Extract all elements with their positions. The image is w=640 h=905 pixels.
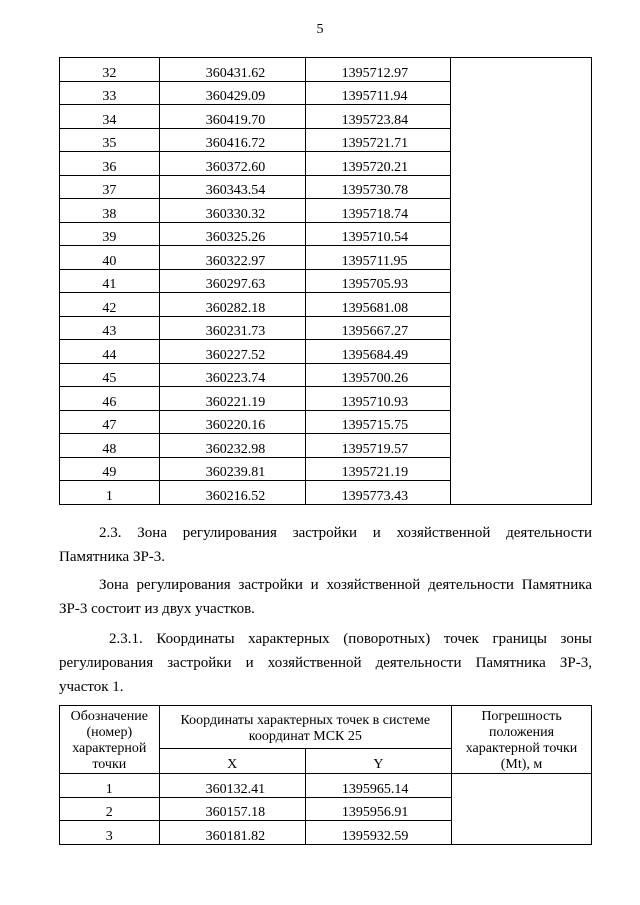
y-coordinate-cell: 1395711.94 [305, 81, 451, 105]
section-2-3-line-1: 2.3. Зона регулирования застройки и хозяйственной деятельности [99, 525, 592, 541]
point-number-cell: 3 [60, 821, 160, 845]
point-number-cell: 40 [60, 246, 160, 270]
y-coordinate-cell: 1395711.95 [305, 246, 451, 270]
coordinates-table-zr3-part-1 [59, 705, 592, 845]
point-number-cell: 46 [60, 387, 160, 411]
x-coordinate-cell: 360231.73 [159, 316, 305, 340]
point-number-cell: 35 [60, 128, 160, 152]
x-coordinate-cell: 360232.98 [159, 434, 305, 458]
y-coordinate-cell: 1395730.78 [305, 175, 451, 199]
x-coordinate-cell: 360416.72 [159, 128, 305, 152]
error-cell-merged [452, 774, 592, 845]
y-coordinate-cell: 1395715.75 [305, 410, 451, 434]
point-number-cell: 39 [60, 222, 160, 246]
x-coordinate-cell: 360223.74 [159, 363, 305, 387]
section-2-3-1-line-1: 2.3.1. Координаты характерных (поворотных) точек границы зоны [109, 631, 592, 647]
y-coordinate-cell: 1395684.49 [305, 340, 451, 364]
point-number-cell: 48 [60, 434, 160, 458]
x-coordinate-cell: 360181.82 [159, 821, 305, 845]
y-coordinate-cell: 1395956.91 [305, 797, 451, 821]
point-number-cell: 33 [60, 81, 160, 105]
y-coordinate-cell: 1395710.93 [305, 387, 451, 411]
header-y: Y [305, 749, 451, 774]
y-coordinate-cell: 1395712.97 [305, 58, 451, 82]
y-coordinate-cell: 1395705.93 [305, 269, 451, 293]
y-coordinate-cell: 1395718.74 [305, 199, 451, 223]
x-coordinate-cell: 360221.19 [159, 387, 305, 411]
y-coordinate-cell: 1395681.08 [305, 293, 451, 317]
section-2-3-line-2: Памятника ЗР-3. [59, 549, 166, 565]
x-coordinate-cell: 360227.52 [159, 340, 305, 364]
point-number-cell: 43 [60, 316, 160, 340]
y-coordinate-cell: 1395720.21 [305, 152, 451, 176]
zr3-description-line-1: Зона регулирования застройки и хозяйственной деятельности Памятника [99, 577, 592, 593]
x-coordinate-cell: 360216.52 [159, 481, 305, 505]
x-coordinate-cell: 360343.54 [159, 175, 305, 199]
page-number: 5 [316, 22, 324, 37]
section-2-3-heading [59, 521, 592, 569]
section-2-3-1-line-3: участок 1. [59, 679, 124, 695]
error-cell-merged [451, 58, 592, 505]
y-coordinate-cell: 1395710.54 [305, 222, 451, 246]
y-coordinate-cell: 1395700.26 [305, 363, 451, 387]
y-coordinate-cell: 1395721.19 [305, 457, 451, 481]
point-number-cell: 47 [60, 410, 160, 434]
x-coordinate-cell: 360429.09 [159, 81, 305, 105]
point-number-cell: 44 [60, 340, 160, 364]
section-2-3-1-line-2: регулирования застройки и хозяйственной деятельности Памятника ЗР-3, [59, 655, 592, 671]
point-number-cell: 2 [60, 797, 160, 821]
point-number-cell: 1 [60, 774, 160, 798]
zr3-description [59, 573, 592, 621]
x-coordinate-cell: 360297.63 [159, 269, 305, 293]
x-coordinate-cell: 360431.62 [159, 58, 305, 82]
x-coordinate-cell: 360220.16 [159, 410, 305, 434]
table-row [60, 774, 592, 798]
y-coordinate-cell: 1395773.43 [305, 481, 451, 505]
point-number-cell: 49 [60, 457, 160, 481]
y-coordinate-cell: 1395723.84 [305, 105, 451, 129]
x-coordinate-cell: 360330.32 [159, 199, 305, 223]
y-coordinate-cell: 1395667.27 [305, 316, 451, 340]
x-coordinate-cell: 360282.18 [159, 293, 305, 317]
y-coordinate-cell: 1395932.59 [305, 821, 451, 845]
x-coordinate-cell: 360325.26 [159, 222, 305, 246]
point-number-cell: 42 [60, 293, 160, 317]
x-coordinate-cell: 360372.60 [159, 152, 305, 176]
point-number-cell: 36 [60, 152, 160, 176]
y-coordinate-cell: 1395965.14 [305, 774, 451, 798]
point-number-cell: 1 [60, 481, 160, 505]
point-number-cell: 34 [60, 105, 160, 129]
point-number-cell: 41 [60, 269, 160, 293]
coordinates-table-continued [59, 57, 592, 505]
point-number-cell: 32 [60, 58, 160, 82]
x-coordinate-cell: 360322.97 [159, 246, 305, 270]
x-coordinate-cell: 360157.18 [159, 797, 305, 821]
header-coordinates: Координаты характерных точек в системе координат МСК 25 [159, 706, 451, 749]
point-number-cell: 37 [60, 175, 160, 199]
header-error: Погрешность положения характерной точки (Mt), м [452, 706, 592, 774]
section-2-3-1-heading [59, 627, 592, 699]
point-number-cell: 38 [60, 199, 160, 223]
x-coordinate-cell: 360419.70 [159, 105, 305, 129]
header-point-number: Обозначение (номер) характерной точки [60, 706, 160, 774]
table-row [60, 58, 592, 82]
zr3-description-line-2: ЗР-3 состоит из двух участков. [59, 601, 255, 617]
x-coordinate-cell: 360132.41 [159, 774, 305, 798]
point-number-cell: 45 [60, 363, 160, 387]
x-coordinate-cell: 360239.81 [159, 457, 305, 481]
header-x: X [159, 749, 305, 774]
y-coordinate-cell: 1395721.71 [305, 128, 451, 152]
y-coordinate-cell: 1395719.57 [305, 434, 451, 458]
